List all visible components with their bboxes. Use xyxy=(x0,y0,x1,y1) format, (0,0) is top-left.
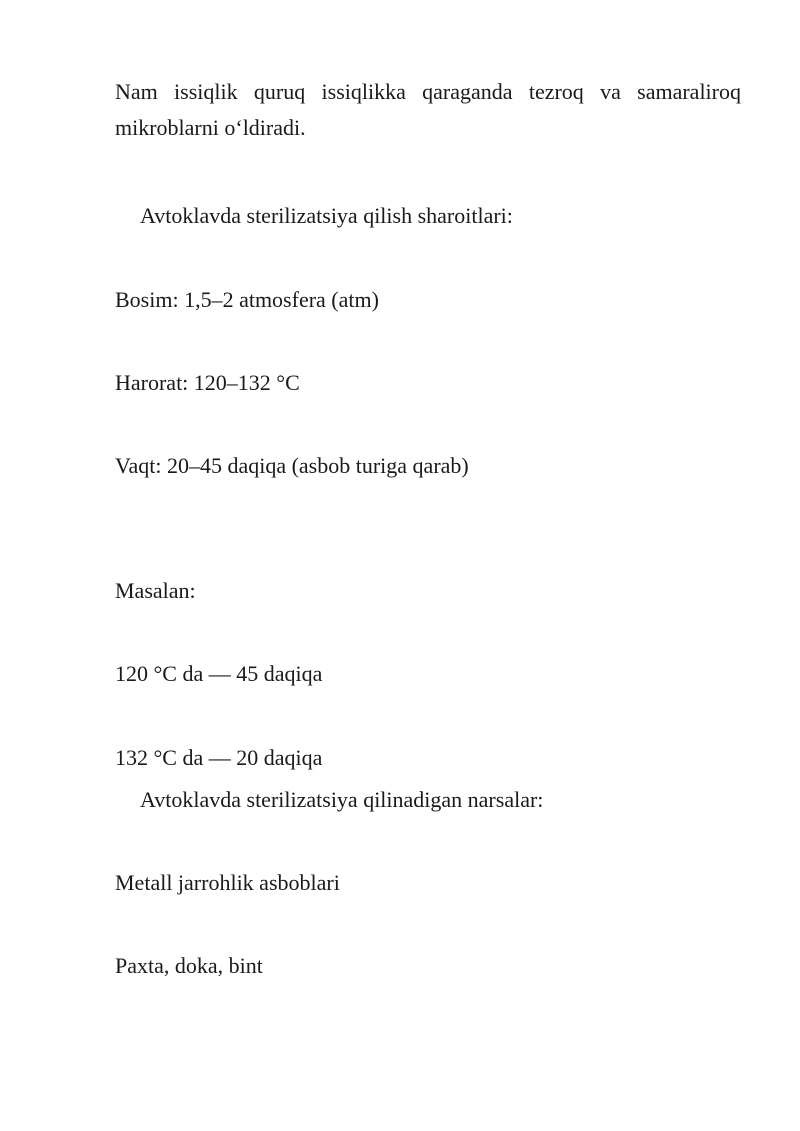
intro-line-1: Nam issiqlik quruq issiqlikka qaraganda tezroq va samaraliroq xyxy=(115,79,741,104)
condition-time: Vaqt: 20–45 daqiqa (asbob turiga qarab) xyxy=(115,453,469,478)
condition-pressure: Bosim: 1,5–2 atmosfera (atm) xyxy=(115,287,379,312)
example-heading: Masalan: xyxy=(115,578,196,603)
item-cotton-gauze-bandage: Paxta, doka, bint xyxy=(115,953,263,978)
intro-line-2: mikroblarni o‘ldiradi. xyxy=(115,115,306,140)
intro-paragraph xyxy=(115,74,741,146)
item-metal-instruments: Metall jarrohlik asboblari xyxy=(115,870,340,895)
condition-temperature: Harorat: 120–132 °C xyxy=(115,370,300,395)
example-132: 132 °C da — 20 daqiqa xyxy=(115,745,323,770)
items-heading: Avtoklavda sterilizatsiya qilinadigan narsalar: xyxy=(140,787,544,812)
conditions-heading: Avtoklavda sterilizatsiya qilish sharoitlari: xyxy=(140,203,513,228)
example-120: 120 °C da — 45 daqiqa xyxy=(115,661,323,686)
